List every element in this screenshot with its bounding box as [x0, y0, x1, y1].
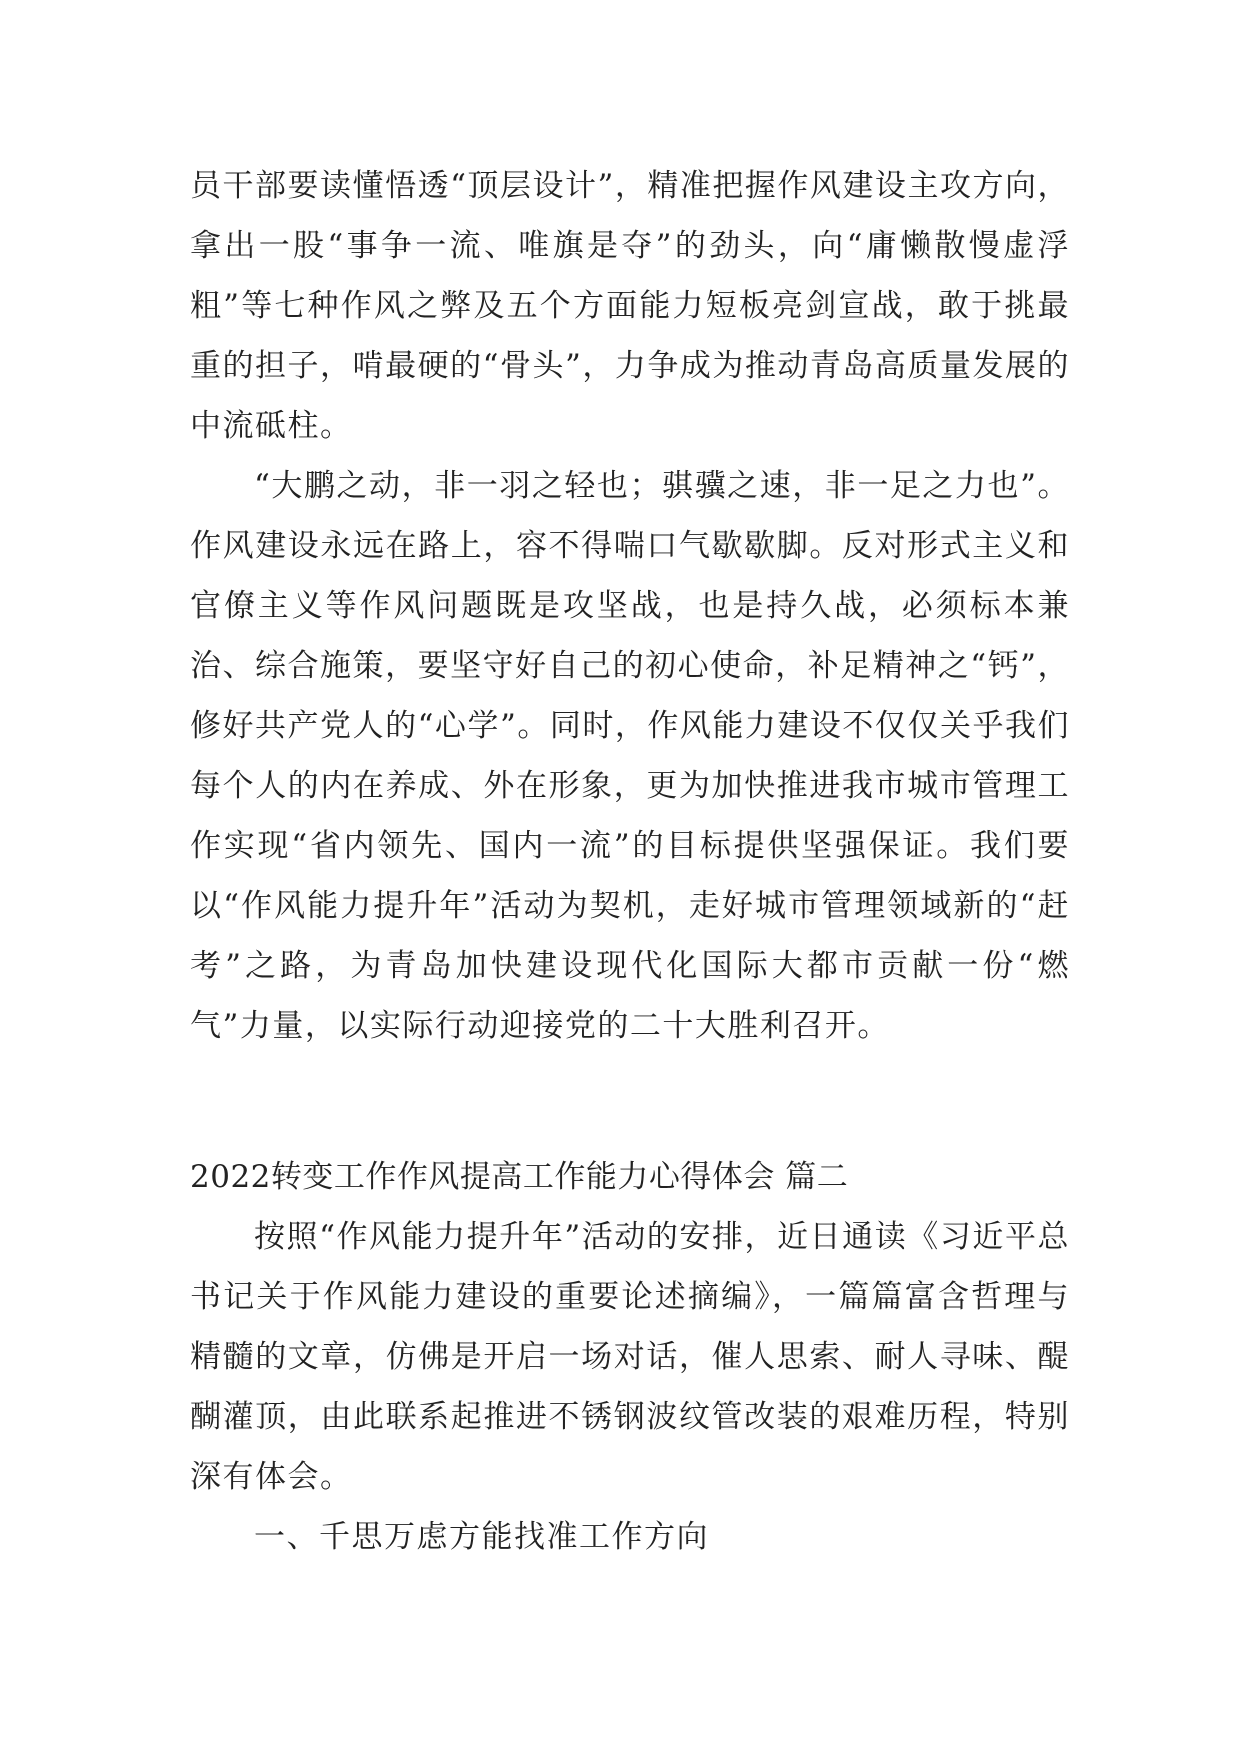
subheading-paragraph: 一、千思万虑方能找准工作方向 [254, 1519, 709, 1555]
section-heading: 2022转变工作作风提高工作能力心得体会 篇二 [190, 1159, 849, 1195]
paragraph: “大鹏之动，非一羽之轻也；骐骥之速，非一足之力也”。作风建设永远在路上，容不得喘口气歇歇脚。反对形式主义和官僚主义等作风问题既是攻坚战，也是持久战，必须标本兼治、综合施策，要坚守好自己的初心使命，补足精神之“钙”，修好共产党人的“心学”。同时，作风能力建设不仅仅关乎我们每个人的内在养成、外在形象，更为加快推进我市城市管理工作实现“省内领先、国内一流”的目标提供坚强保证。我们要以“作风能力提升年”活动为契机，走好城市管理领域新的“赶考”之路，为青岛加快建设现代化国际大都市贡献一份“燃气”力量，以实际行动迎接党的二十大胜利召开。 [190, 468, 1070, 1044]
paragraph: 按照“作风能力提升年”活动的安排，近日通读《习近平总书记关于作风能力建设的重要论述摘编》，一篇篇富含哲理与精髓的文章，仿佛是开启一场对话，催人思索、耐人寻味、醍醐灌顶，由此联系起推进不锈钢波纹管改装的艰难历程，特别深有体会。 [190, 1219, 1070, 1495]
paragraph: 员干部要读懂悟透“顶层设计”，精准把握作风建设主攻方向，拿出一股“事争一流、唯旗是夺”的劲头，向“庸懒散慢虚浮粗”等七种作风之弊及五个方面能力短板亮剑宣战，敢于挑最重的担子，啃最硬的“骨头”，力争成为推动青岛高质量发展的中流砥柱。 [190, 168, 1070, 444]
text-block-upper [190, 156, 1070, 1056]
text-block-lower [190, 1147, 1070, 1567]
